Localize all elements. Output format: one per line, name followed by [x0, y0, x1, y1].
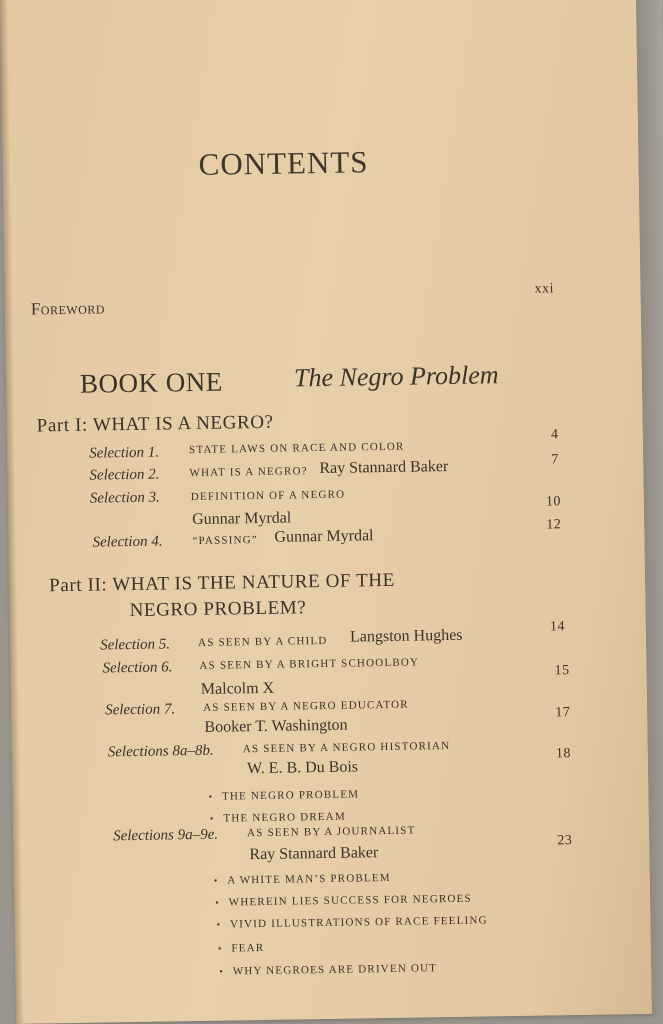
page-number: 18 — [555, 746, 572, 762]
sub-entry — [214, 868, 391, 889]
page-number: 10 — [545, 494, 562, 510]
selection-author: Gunnar Myrdal — [192, 509, 292, 529]
selection-label: Selection 6. — [102, 659, 173, 677]
selection-label: Selection 7. — [105, 701, 176, 719]
part-2-heading: Part II: WHAT IS THE NATURE OF THE — [49, 569, 396, 597]
sub-entry-label: WHEREIN LIES SUCCESS FOR NEGROES — [228, 892, 472, 909]
selection-title: AS SEEN BY A NEGRO EDUCATOR — [203, 698, 409, 714]
selection-label: Selection 4. — [92, 533, 163, 551]
selection-title: “PASSING” — [192, 534, 259, 548]
sub-entry — [210, 807, 346, 827]
sub-entry-label: WHY NEGROES ARE DRIVEN OUT — [232, 962, 438, 978]
selection-label: Selection 2. — [89, 466, 160, 484]
page-number: 12 — [546, 517, 562, 533]
selection-author: Ray Stannard Baker — [319, 458, 449, 478]
bullet-dot: • — [216, 919, 221, 931]
sub-entry — [208, 784, 359, 804]
selection-label: Selections 8a–8b. — [107, 742, 214, 761]
page-binding-shadow — [0, 0, 24, 1024]
page-number: 14 — [549, 619, 566, 635]
page-number: 17 — [555, 705, 571, 721]
selection-label: Selection 1. — [89, 444, 160, 462]
selection-title: WHAT IS A NEGRO? — [189, 465, 308, 480]
selection-author: W. E. B. Du Bois — [246, 758, 359, 778]
selection-author: Booker T. Washington — [204, 716, 348, 736]
bullet-dot: • — [208, 791, 213, 803]
page-number: 4 — [550, 427, 559, 443]
page-number: 15 — [554, 663, 570, 679]
bullet-dot: • — [219, 966, 223, 978]
sub-entry-label: FEAR — [231, 941, 265, 955]
bullet-dot: • — [217, 943, 222, 955]
selection-title: AS SEEN BY A BRIGHT SCHOOLBOY — [199, 656, 420, 672]
selection-title: AS SEEN BY A NEGRO HISTORIAN — [242, 740, 451, 756]
selection-author: Gunnar Myrdal — [274, 527, 374, 546]
sub-entry — [215, 889, 472, 911]
sub-entry-label: A WHITE MAN’S PROBLEM — [227, 871, 391, 887]
selection-title: AS SEEN BY A JOURNALIST — [247, 824, 416, 840]
sub-entry — [218, 938, 265, 957]
sub-entry — [219, 958, 437, 979]
book-subtitle: The Negro Problem — [293, 360, 499, 393]
sub-entry-label: VIVID ILLUSTRATIONS OF RACE FEELING — [229, 914, 488, 931]
sub-entry — [216, 910, 487, 932]
bullet-dot: • — [209, 813, 214, 825]
bullet-dot: • — [213, 875, 218, 887]
sub-entry-label: THE NEGRO PROBLEM — [221, 788, 360, 803]
page-number: 23 — [557, 833, 573, 849]
selection-title: STATE LAWS ON RACE AND COLOR — [188, 440, 405, 457]
selection-label: Selection 3. — [89, 489, 160, 507]
foreword-page: xxi — [534, 281, 555, 297]
book-label: BOOK ONE — [79, 366, 224, 399]
selection-label: Selections 9a–9e. — [113, 826, 219, 845]
selection-author: Langston Hughes — [349, 626, 463, 646]
selection-author: Ray Stannard Baker — [249, 844, 379, 864]
page-title: CONTENTS — [198, 144, 369, 182]
selection-title: AS SEEN BY A CHILD — [198, 634, 328, 649]
sub-entry-label: THE NEGRO DREAM — [223, 810, 346, 825]
foreword-label: Foreword — [30, 298, 106, 319]
selection-title: DEFINITION OF A NEGRO — [190, 488, 346, 504]
page-edge — [636, 0, 663, 1014]
part-2-heading-continued: NEGRO PROBLEM? — [129, 597, 307, 622]
part-1-heading: Part I: WHAT IS A NEGRO? — [36, 411, 274, 437]
selection-author: Malcolm X — [200, 679, 275, 698]
bullet-dot: • — [215, 897, 219, 909]
selection-label: Selection 5. — [100, 636, 171, 654]
page-number: 7 — [551, 452, 559, 468]
